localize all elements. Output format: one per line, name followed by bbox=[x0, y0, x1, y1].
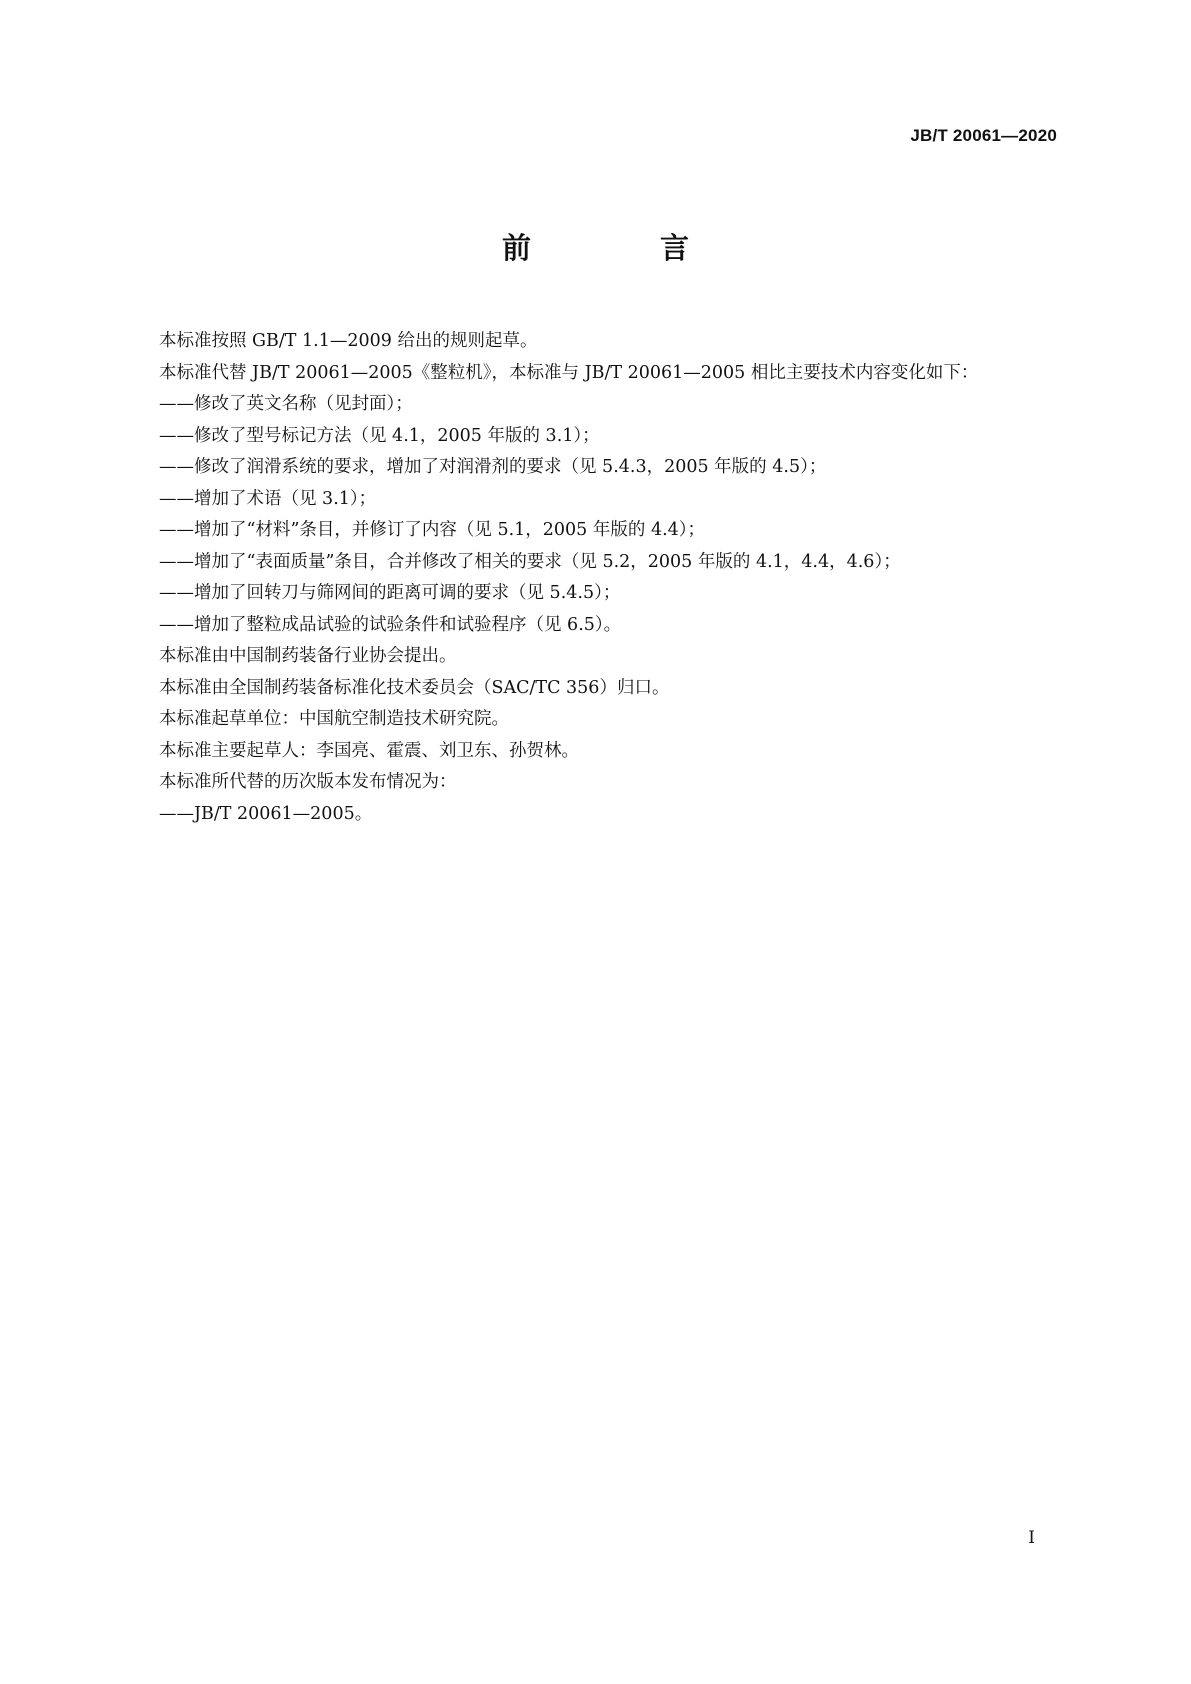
change-item: ——修改了型号标记方法（见 4.1，2005 年版的 3.1）； bbox=[159, 425, 600, 446]
page-number: I bbox=[1028, 1528, 1035, 1548]
page-title: 前 言 bbox=[501, 231, 739, 265]
change-item: ——增加了术语（见 3.1）； bbox=[159, 488, 377, 509]
change-item: ——增加了回转刀与筛网间的距离可调的要求（见 5.4.5）； bbox=[159, 583, 621, 603]
paragraph-previous-editions: 本标准所代替的历次版本发布情况为： bbox=[159, 772, 457, 792]
change-item: ——增加了“材料”条目，并修订了内容（见 5.1，2005 年版的 4.4）； bbox=[159, 520, 706, 540]
change-item: ——修改了润滑系统的要求，增加了对润滑剂的要求（见 5.4.3，2005 年版的 4.5）； bbox=[159, 457, 827, 477]
change-item: ——增加了整粒成品试验的试验条件和试验程序（见 6.5）。 bbox=[159, 614, 622, 635]
paragraph-drafters: 本标准主要起草人：李国亮、霍震、刘卫东、孙贺林。 bbox=[159, 740, 579, 761]
paragraph-committee: 本标准由全国制药装备标准化技术委员会（SAC/TC 356）归口。 bbox=[159, 677, 670, 698]
paragraph-drafting-unit: 本标准起草单位：中国航空制造技术研究院。 bbox=[159, 709, 509, 729]
paragraph-replacement: 本标准代替 JB/T 20061—2005《整粒机》，本标准与 JB/T 20061—2005 相比主要技术内容变化如下： bbox=[159, 362, 979, 383]
change-item: ——增加了“表面质量”条目，合并修改了相关的要求（见 5.2，2005 年版的 4.1，4.4，4.6）； bbox=[159, 551, 901, 572]
paragraph-proposer: 本标准由中国制药装备行业协会提出。 bbox=[159, 646, 457, 666]
change-item: ——修改了英文名称（见封面）； bbox=[159, 394, 413, 414]
document-code: JB/T 20061—2020 bbox=[910, 126, 1057, 145]
previous-edition-item: ——JB/T 20061—2005。 bbox=[159, 803, 373, 824]
paragraph-drafting-rules: 本标准按照 GB/T 1.1—2009 给出的规则起草。 bbox=[159, 331, 538, 351]
foreword-body bbox=[124, 326, 1062, 830]
